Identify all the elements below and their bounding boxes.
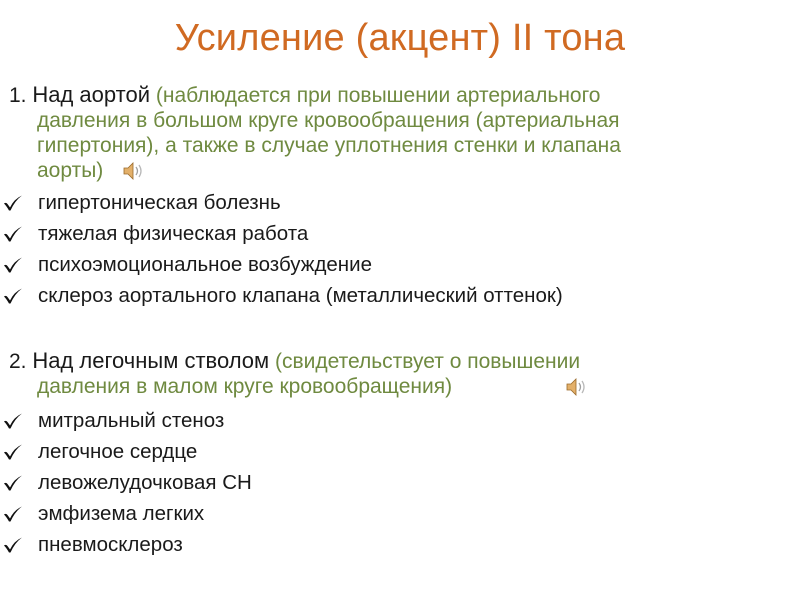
section-pulmonary-heading bbox=[9, 348, 784, 399]
checkmark-icon bbox=[3, 257, 23, 273]
list-item bbox=[0, 218, 563, 249]
section-note-line: гипертония), а также в случае уплотнения стенки и клапана bbox=[37, 134, 621, 157]
section-number: 1. bbox=[9, 84, 27, 107]
checkmark-icon bbox=[3, 537, 23, 553]
section-aorta-heading bbox=[9, 82, 784, 183]
list-item-text: пневмосклероз bbox=[38, 533, 183, 556]
section-heading: Над легочным стволом bbox=[32, 348, 270, 373]
list-item-text: легочное сердце bbox=[38, 440, 198, 463]
section-note-line: давления в малом круге кровообращения) bbox=[37, 375, 453, 398]
section-note: (свидетельствует о повышении bbox=[269, 350, 581, 373]
section-pulmonary-line1 bbox=[9, 348, 784, 374]
list-item bbox=[0, 436, 252, 467]
checkmark-icon bbox=[3, 444, 23, 460]
section-note-line: аорты) bbox=[37, 159, 104, 182]
checkmark-icon bbox=[3, 195, 23, 211]
pulmonary-causes-list bbox=[0, 405, 252, 560]
list-item-text: эмфизема легких bbox=[38, 502, 205, 525]
list-item-text: склероз аортального клапана (металлический оттенок) bbox=[38, 284, 563, 307]
list-item-text: гипертоническая болезнь bbox=[38, 191, 281, 214]
list-item-text: психоэмоциональное возбуждение bbox=[38, 253, 372, 276]
section-note: (наблюдается при повышении артериального bbox=[150, 84, 601, 107]
speaker-icon[interactable] bbox=[564, 376, 590, 398]
aorta-causes-list bbox=[0, 187, 563, 311]
list-item bbox=[0, 498, 252, 529]
section-note-last-line bbox=[9, 158, 784, 183]
list-item bbox=[0, 467, 252, 498]
section-note-last-line bbox=[9, 374, 784, 399]
slide-title: Усиление (акцент) II тона bbox=[174, 17, 626, 59]
list-item bbox=[0, 249, 563, 280]
list-item bbox=[0, 280, 563, 311]
list-item bbox=[0, 187, 563, 218]
checkmark-icon bbox=[3, 288, 23, 304]
list-item-text: тяжелая физическая работа bbox=[38, 222, 309, 245]
checkmark-icon bbox=[3, 226, 23, 242]
checkmark-icon bbox=[3, 413, 23, 429]
list-item-text: митральный стеноз bbox=[38, 409, 225, 432]
section-aorta-line1 bbox=[9, 82, 784, 108]
list-item bbox=[0, 405, 252, 436]
list-item bbox=[0, 529, 252, 560]
list-item-text: левожелудочковая СН bbox=[38, 471, 252, 494]
speaker-icon[interactable] bbox=[121, 160, 147, 182]
checkmark-icon bbox=[3, 506, 23, 522]
section-number: 2. bbox=[9, 350, 27, 373]
checkmark-icon bbox=[3, 475, 23, 491]
section-note-line: давления в большом круге кровообращения (артериальная bbox=[37, 109, 620, 132]
section-heading: Над аортой bbox=[32, 82, 151, 107]
